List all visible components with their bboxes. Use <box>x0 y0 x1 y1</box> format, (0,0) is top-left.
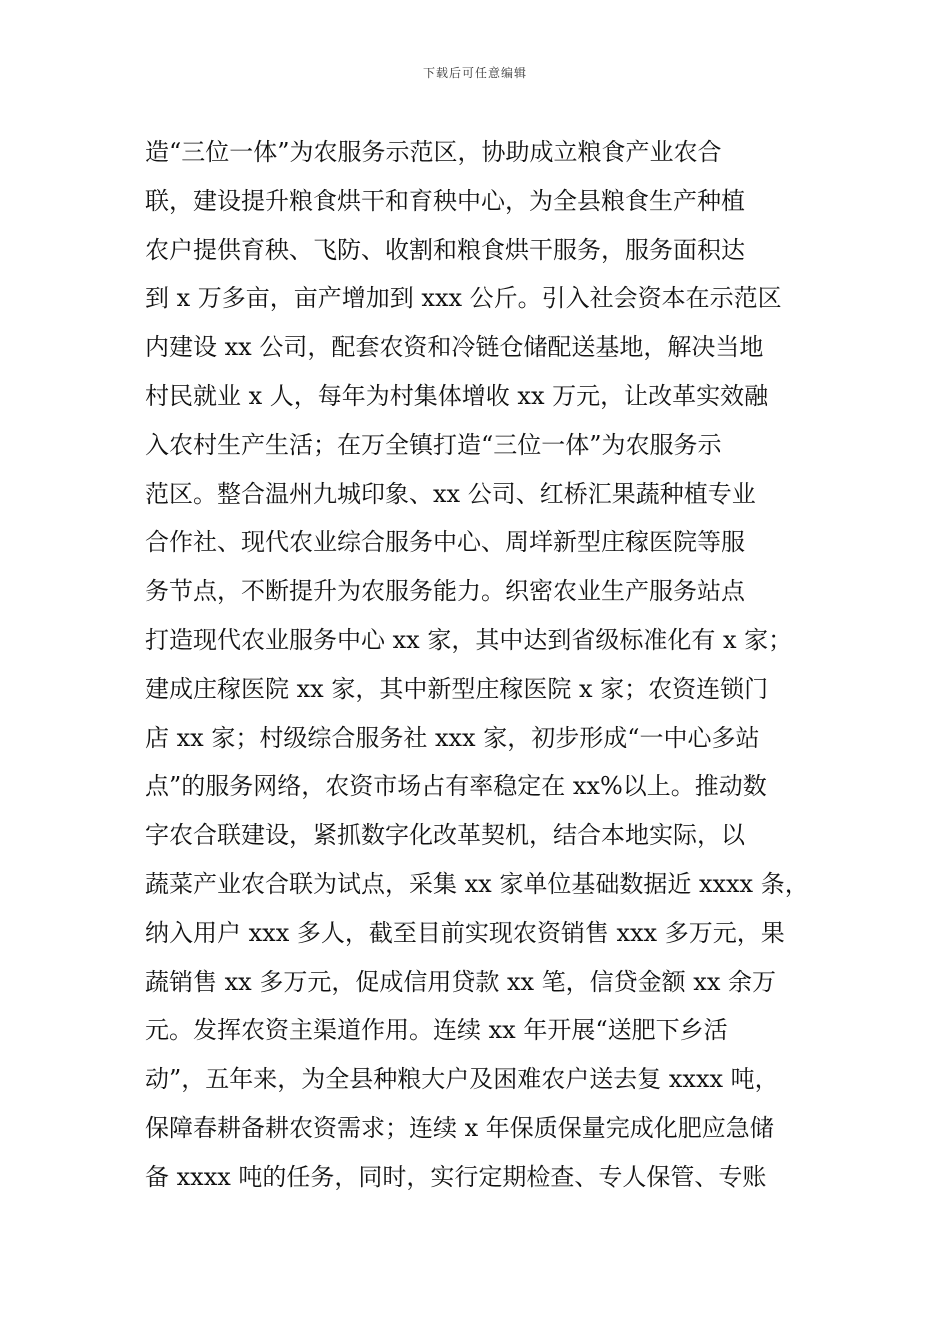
text-line-5: 内建设 xx 公司，配套农资和冷链仓储配送基地，解决当地 <box>145 333 764 362</box>
text-line-12: 建成庄稼医院 xx 家，其中新型庄稼医院 x 家；农资连锁门 <box>145 674 769 703</box>
text-line-9: 合作社、现代农业综合服务中心、周垟新型庄稼医院等服 <box>145 528 745 557</box>
text-line-15: 字农合联建设，紧抓数字化改革契机，结合本地实际，以 <box>145 821 745 850</box>
text-line-16: 蔬菜产业农合联为试点，采集 xx 家单位基础数据近 xxxx 条， <box>145 869 809 898</box>
text-line-20: 动”，五年来，为全县种粮大户及困难农户送去复 xxxx 吨， <box>145 1065 779 1094</box>
text-line-7: 入农村生产生活；在万全镇打造“三位一体”为农服务示 <box>145 430 722 459</box>
text-line-8: 范区。整合温州九城印象、xx 公司、红桥汇果蔬种植专业 <box>145 479 756 508</box>
text-line-14: 点”的服务网络，农资市场占有率稳定在 xx%以上。推动数 <box>145 772 767 801</box>
page-header-note: 下载后可任意编辑 <box>422 66 527 80</box>
text-line-3: 农户提供育秧、飞防、收割和粮食烘干服务，服务面积达 <box>145 235 745 264</box>
text-line-19: 元。发挥农资主渠道作用。连续 xx 年开展“送肥下乡活 <box>145 1016 728 1045</box>
text-line-17: 纳入用户 xxx 多人，截至目前实现农资销售 xxx 多万元，果 <box>145 918 785 947</box>
text-line-4: 到 x 万多亩，亩产增加到 xxx 公斤。引入社会资本在示范区 <box>145 284 782 313</box>
text-line-13: 店 xx 家；村级综合服务社 xxx 家，初步形成“一中心多站 <box>145 723 760 752</box>
body-paragraph <box>145 128 835 1202</box>
text-line-10: 务节点，不断提升为农服务能力。织密农业生产服务站点 <box>145 577 745 606</box>
text-line-2: 联，建设提升粮食烘干和育秧中心，为全县粮食生产种植 <box>145 186 745 215</box>
text-line-18: 蔬销售 xx 多万元，促成信用贷款 xx 笔，信贷金额 xx 余万 <box>145 967 776 996</box>
text-line-6: 村民就业 x 人，每年为村集体增收 xx 万元，让改革实效融 <box>145 381 769 410</box>
text-line-21: 保障春耕备耕农资需求；连续 x 年保质保量完成化肥应急储 <box>145 1113 774 1142</box>
text-line-11: 打造现代农业服务中心 xx 家，其中达到省级标准化有 x 家； <box>145 625 793 654</box>
text-line-1: 造“三位一体”为农服务示范区，协助成立粮食产业农合 <box>145 138 722 166</box>
text-line-22: 备 xxxx 吨的任务，同时，实行定期检查、专人保管、专账 <box>145 1162 767 1191</box>
